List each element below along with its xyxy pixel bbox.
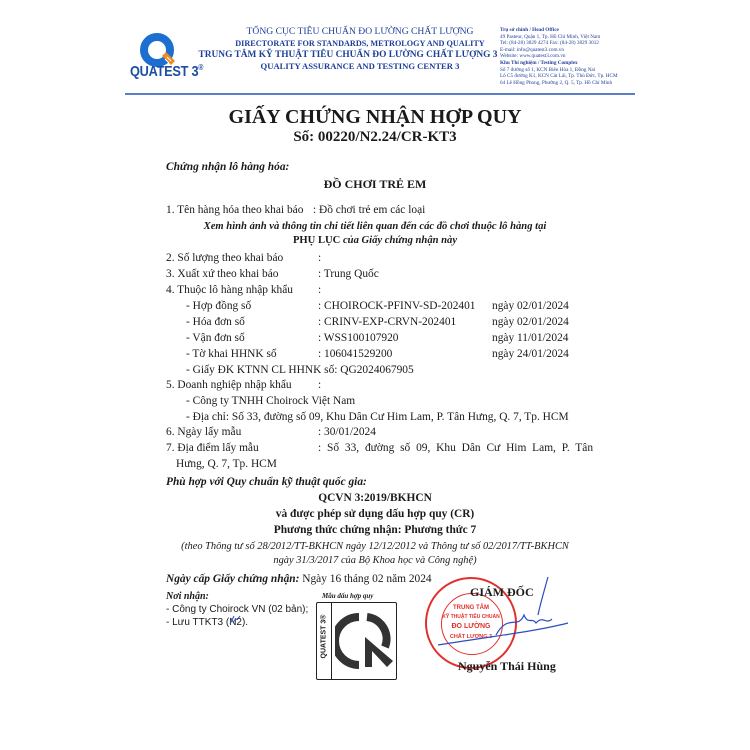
item2-label: 2. Số lượng theo khai báo: [166, 252, 284, 264]
item2-value: :: [318, 252, 322, 264]
item7-value: : Số 33, đường số 09, Khu Dân Cư Him Lam, P. Tân: [318, 442, 594, 454]
item3-value: : Trung Quốc: [318, 268, 379, 280]
certificate-number: Số: 00220/N2.24/CR-KT3: [293, 129, 457, 145]
contract-label: - Hợp đồng số: [186, 300, 252, 312]
item1-label: 1. Tên hàng hóa theo khai báo: [166, 204, 304, 216]
item7-value-cont: Hưng, Q. 7, Tp. HCM: [176, 458, 277, 470]
mark-label: Mẫu dấu hợp quy: [322, 592, 374, 600]
item6-value: : 30/01/2024: [318, 426, 376, 438]
contract-date: ngày 02/01/2024: [492, 300, 569, 312]
legal-basis-1: (theo Thông tư số 28/2012/TT-BKHCN ngày 12/12/2012 và Thông tư số 02/2017/TT-BKHCN: [181, 541, 569, 552]
invoice-date: ngày 02/01/2024: [492, 316, 569, 328]
signer-name: Nguyễn Thái Hùng: [458, 659, 556, 673]
recipients-label: Nơi nhận:: [166, 591, 209, 602]
product-heading: ĐỒ CHƠI TRẺ EM: [323, 177, 427, 191]
mark-side-text: QUATEST 3®: [320, 614, 328, 659]
appendix-note-2: PHỤ LỤC của Giấy chứng nhận này: [292, 235, 458, 246]
conformity-label: Phù hợp với Quy chuẩn kỹ thuật quốc gia:: [166, 476, 367, 488]
contract-value: : CHOIROCK-PFINV-SD-202401: [318, 300, 476, 312]
signer-title: GIÁM ĐỐC: [470, 585, 534, 599]
item5-value: :: [318, 379, 322, 391]
legal-basis-2: ngày 31/3/2017 của Bộ Khoa học và Công nghệ): [273, 555, 477, 566]
item6-label: 6. Ngày lấy mẫu: [166, 426, 242, 438]
shipment-label: Chứng nhận lô hàng hóa:: [166, 161, 290, 173]
appendix-note-1: Xem hình ảnh và thông tin chi tiết liên quan đến các đồ chơi thuộc lô hàng tại: [203, 221, 547, 232]
invoice-label: - Hóa đơn số: [186, 316, 245, 328]
item5-label: 5. Doanh nghiệp nhập khẩu: [166, 379, 292, 391]
issue-date: Ngày cấp Giấy chứng nhận: Ngày 16 tháng 02 năm 2024: [166, 573, 432, 585]
item1-value: : Đồ chơi trẻ em các loại: [313, 204, 426, 216]
recipient-1: - Công ty Choirock VN (02 bản);: [166, 604, 309, 615]
organization-name: [198, 26, 510, 72]
cr-permission: và được phép sử dụng dấu hợp quy (CR): [275, 508, 475, 520]
invoice-value: : CRINV-EXP-CRVN-202401: [318, 316, 457, 328]
org-line-4: QUALITY ASSURANCE AND TESTING CENTER 3: [260, 61, 460, 71]
org-line-1: TỔNG CỤC TIÊU CHUẨN ĐO LƯỜNG CHẤT LƯỢNG: [246, 26, 474, 37]
item4-value: :: [318, 284, 322, 296]
certification-method: Phương thức chứng nhận: Phương thức 7: [273, 524, 477, 536]
importer-address: - Địa chỉ: Số 33, đường số 09, Khu Dân Cư Him Lam, P. Tân Hưng, Q. 7, Tp. HCM: [186, 411, 569, 423]
initials-mark-icon: [228, 614, 242, 626]
item4-label: 4. Thuộc lô hàng nhập khẩu: [166, 284, 293, 296]
official-stamp: TRUNG TÂM KỸ THUẬT TIÊU CHUẨN ĐO LƯỜNG CHẤT LƯỢNG 3: [425, 577, 517, 669]
bill-of-lading-date: ngày 11/01/2024: [492, 332, 569, 344]
bill-of-lading-label: - Vận đơn số: [186, 332, 245, 344]
org-line-2: DIRECTORATE FOR STANDARDS, METROLOGY AND QUALITY: [235, 39, 485, 48]
logo-text: QUATEST 3®: [130, 63, 204, 80]
cr-mark-icon: [335, 611, 393, 671]
item3-label: 3. Xuất xứ theo khai báo: [166, 268, 279, 280]
customs-declaration-value: : 106041529200: [318, 348, 393, 360]
document-title: GIẤY CHỨNG NHẬN HỢP QUY: [228, 106, 522, 128]
bill-of-lading-value: : WSS100107920: [318, 332, 399, 344]
org-line-3: TRUNG TÂM KỸ THUẬT TIÊU CHUẨN ĐO LƯỜNG CHẤT LƯỢNG 3: [198, 50, 498, 60]
signature: [428, 575, 578, 655]
header-divider: [125, 93, 635, 95]
item7-label: 7. Địa điểm lấy mẫu: [166, 442, 259, 454]
standard-code: QCVN 3:2019/BKHCN: [318, 492, 432, 504]
cr-conformity-mark: [316, 602, 397, 680]
contact-info: Trụ sở chính / Head Office 49 Pasteur, Quận 1, Tp. Hồ Chí Minh, Việt Nam Tel: (84-28) 3829 4274 Fax: (84-28) 3829 3012 E-mail: info@quatest3.com.vn Website: www.quatest3.com.vn Khu Thí nghiệm / Testing Complex Số 7 đường số 1, KCN Biên Hòa 1, Đồng Nai Lô C5 đường K1, KCN Cát Lái, Tp. Thủ Đức, Tp. HCM 64 Lê Hồng Phong, Phường 2, Q. 5, Tp. Hồ Chí Minh: [500, 27, 618, 86]
customs-declaration-label: - Tờ khai HHNK số: [186, 348, 277, 360]
recipient-2: - Lưu TTKT3 (N2).: [166, 617, 249, 628]
customs-declaration-date: ngày 24/01/2024: [492, 348, 569, 360]
importer-company: - Công ty TNHH Choirock Việt Nam: [186, 395, 356, 407]
inspection-registration: - Giấy ĐK KTNN CL HHNK số: QG2024067905: [186, 364, 414, 376]
